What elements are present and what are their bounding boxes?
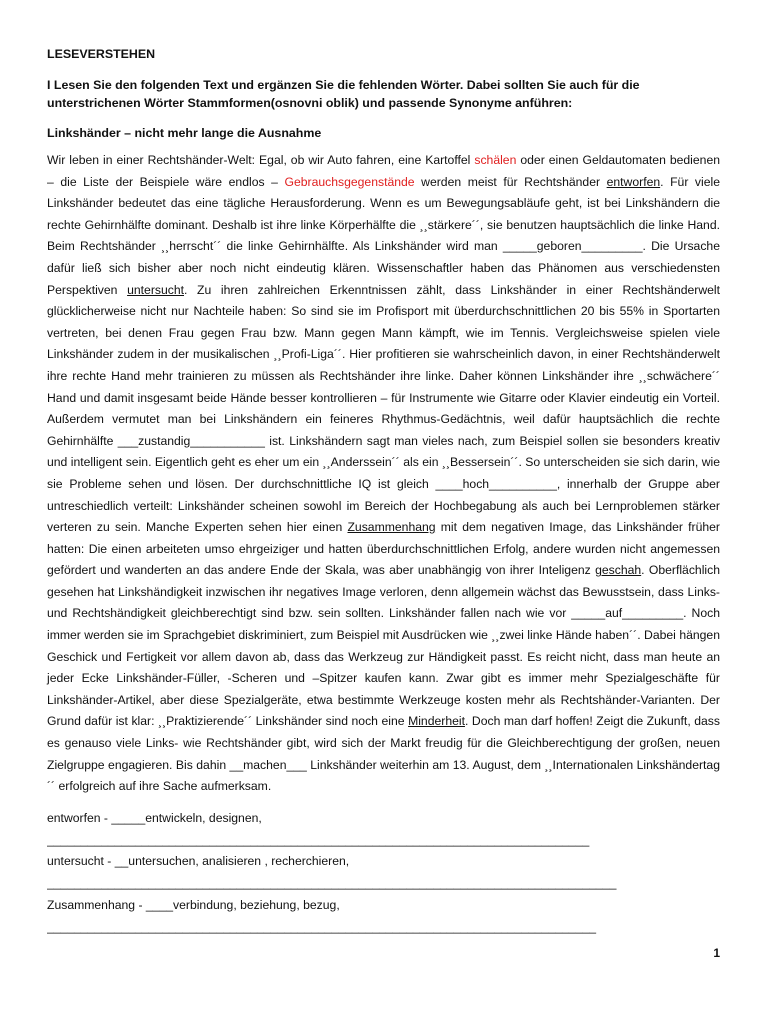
highlighted-word: Gebrauchsgegenstände	[284, 174, 415, 189]
highlighted-word: schälen	[474, 153, 517, 167]
text-segment: werden meist für Rechtshänder	[414, 174, 607, 189]
underlined-word: untersucht	[127, 282, 185, 297]
article-title: Linkshänder – nicht mehr lange die Ausnahme	[47, 126, 322, 140]
article-body	[47, 150, 720, 798]
synonym-entry: untersucht - __untersuchen, analisieren , recherchieren,	[47, 854, 350, 869]
underlined-word: geschah	[595, 563, 642, 578]
synonym-list	[47, 808, 720, 939]
synonym-entry: entworfen - _____entwickeln, designen,	[47, 810, 262, 825]
text-segment: . Zu ihren zahlreichen Erkenntnissen zählt, dass Linkshänder in einer Rechtshänderwelt glücklicherweise nicht nur Nachteile haben: So sind sie im Profisport mit überdurchschnittlichen 20 bis 55% in Sportarten vertreten, bei denen Frau gegen Frau bzw. Mann gegen Mann kämpft, wie im Tennis. Vergleichsweise spielen viele Linkshänder zudem in der musikalischen ¸¸Profi-Liga´´. Hier profitieren sie wahrscheinlich davon, in einer Rechtshänderwelt ihre rechte Hand mehr trainieren zu müssen als Rechtshänder ihre linke. Daher können Linkshänder ihre ¸¸schwächere´´ Hand und damit insgesamt beide Hände besser kontrollieren – für Instrumente wie Gitarre oder Klavier eindeutig ein Vorteil. Außerdem vermutet man bei Linkshändern ein feineres Rhythmus-Gedächtnis, weil dafür hauptsächlich die rechte Gehirnhälfte ___zustandig___________ ist. Linkshändern sagt man vieles nach, zum Beispiel sollen sie besonders kreativ und intelligent sein. Eigentlich geht es eher um ein ¸¸Anderssein´´ als ein ¸¸Bessersein´´. So unterscheiden sie sich darin, wie sie Probleme sehen und lösen. Der durchschnittliche IQ ist gleich ____hoch__________, innerhalb der Gruppe aber untreschiedlich verteilt: Linkshänder scheinen sowohl im Bereich der Hochbegabung als auch bei Lernproblemen stärker verteren zu sein. Manche Experten sehen hier einen	[47, 282, 721, 535]
text-segment: Wir leben in einer Rechtshänder-Welt: Egal, ob wir Auto fahren, eine Kartoffel	[47, 153, 475, 167]
text-segment: mit dem negativen Image, das Linkshänder früher hatten: Die einen arbeiteten umso ehrgeiziger und hatten überdurchschnittlichen Erfolg, andere wurden nicht angemessen gefördert und wanderten an das andere Ende der Skala, was aber unabhängig von ihrer Inteligenz	[47, 520, 720, 578]
underlined-word: Minderheit	[408, 714, 465, 729]
section-heading: LESEVERSTEHEN	[47, 47, 156, 61]
answer-blank-line[interactable]: ____________________________________________________________________________________	[47, 876, 617, 891]
text-segment: . Für viele Linkshänder bedeutet das eine tägliche Herausforderung. Wenn es um Bewegungsabläufe geht, ist bei Linkshändern die rechte Gehirnhälfte dominant. Deshalb ist ihre linke Körperhälfte die ¸¸stärkere´´, sie benutzen hauptsächlich die linke Hand. Beim Rechtshänder ¸¸herrscht´´ die linke Gehirnhälfte. Als Linkshänder wird man _____geboren_________. Die Ursache dafür ließ sich bisher aber noch nicht eindeutig klären. Wissenschaftler haben das Phänomen aus verschiedensten Perspektiven	[47, 174, 720, 297]
page-number: 1	[713, 946, 720, 960]
underlined-word: Zusammenhang	[347, 520, 436, 535]
synonym-entry: Zusammenhang - ____verbindung, beziehung, bezug,	[47, 898, 340, 912]
answer-blank-line[interactable]: ________________________________________________________________________________	[47, 832, 590, 847]
task-instruction: I Lesen Sie den folgenden Text und ergänzen Sie die fehlenden Wörter. Dabei sollten Sie auch für die unterstrichenen Wörter Stammformen(osnovni oblik) und passende Synonyme anführen:	[47, 78, 640, 110]
underlined-word: entworfen	[606, 174, 661, 189]
text-segment: oder einen Geldautomaten bedienen – die Liste der Beispiele wäre endlos –	[47, 153, 720, 189]
text-segment: . Oberflächlich gesehen hat Linkshändigkeit inzwischen ihr negatives Image verloren, denn allgemein wächst das Bewusstsein, dass Links- und Rechtshändigkeit gleichberechtigt sind bzw. sein sollten. Linkshänder fallen nach wie vor _____auf_________. Noch immer werden sie im Sprachgebiet diskriminiert, zum Beispiel mit Ausdrücken wie ¸¸zwei linke Hände haben´´. Dabei hängen Geschick und Fertigkeit vor allem davon ab, dass das Werkzeug zur Händigkeit passt. Es reicht nicht, dass man heute an jeder Ecke Linkshänder-Füller, -Scheren und –Spitzer kaufen kann. Zwar gibt es immer mehr Spezialgeschäfte für Linkshänder-Artikel, aber diese Spezialgeräte, etwa bestimmte Werkzeuge kosten mehr als Rechtshänder-Varianten. Der Grund dafür ist klar: ¸¸Praktizierende´´ Linkshänder sind noch eine	[47, 563, 720, 729]
text-segment: . Doch man darf hoffen! Zeigt die Zukunft, dass es genauso viele Links- wie Rechtshänder gibt, wird sich der Markt freudig für die Gleichberechtigung der großen, neuen Zielgruppe engagieren. Bis dahin __machen___ Linkshänder weiterhin am 13. August, dem ¸¸Internationalen Linkshändertag´´ erfolgreich auf ihre Sache aufmerksam.	[47, 714, 720, 794]
answer-blank-line[interactable]: _________________________________________________________________________________	[47, 919, 597, 934]
